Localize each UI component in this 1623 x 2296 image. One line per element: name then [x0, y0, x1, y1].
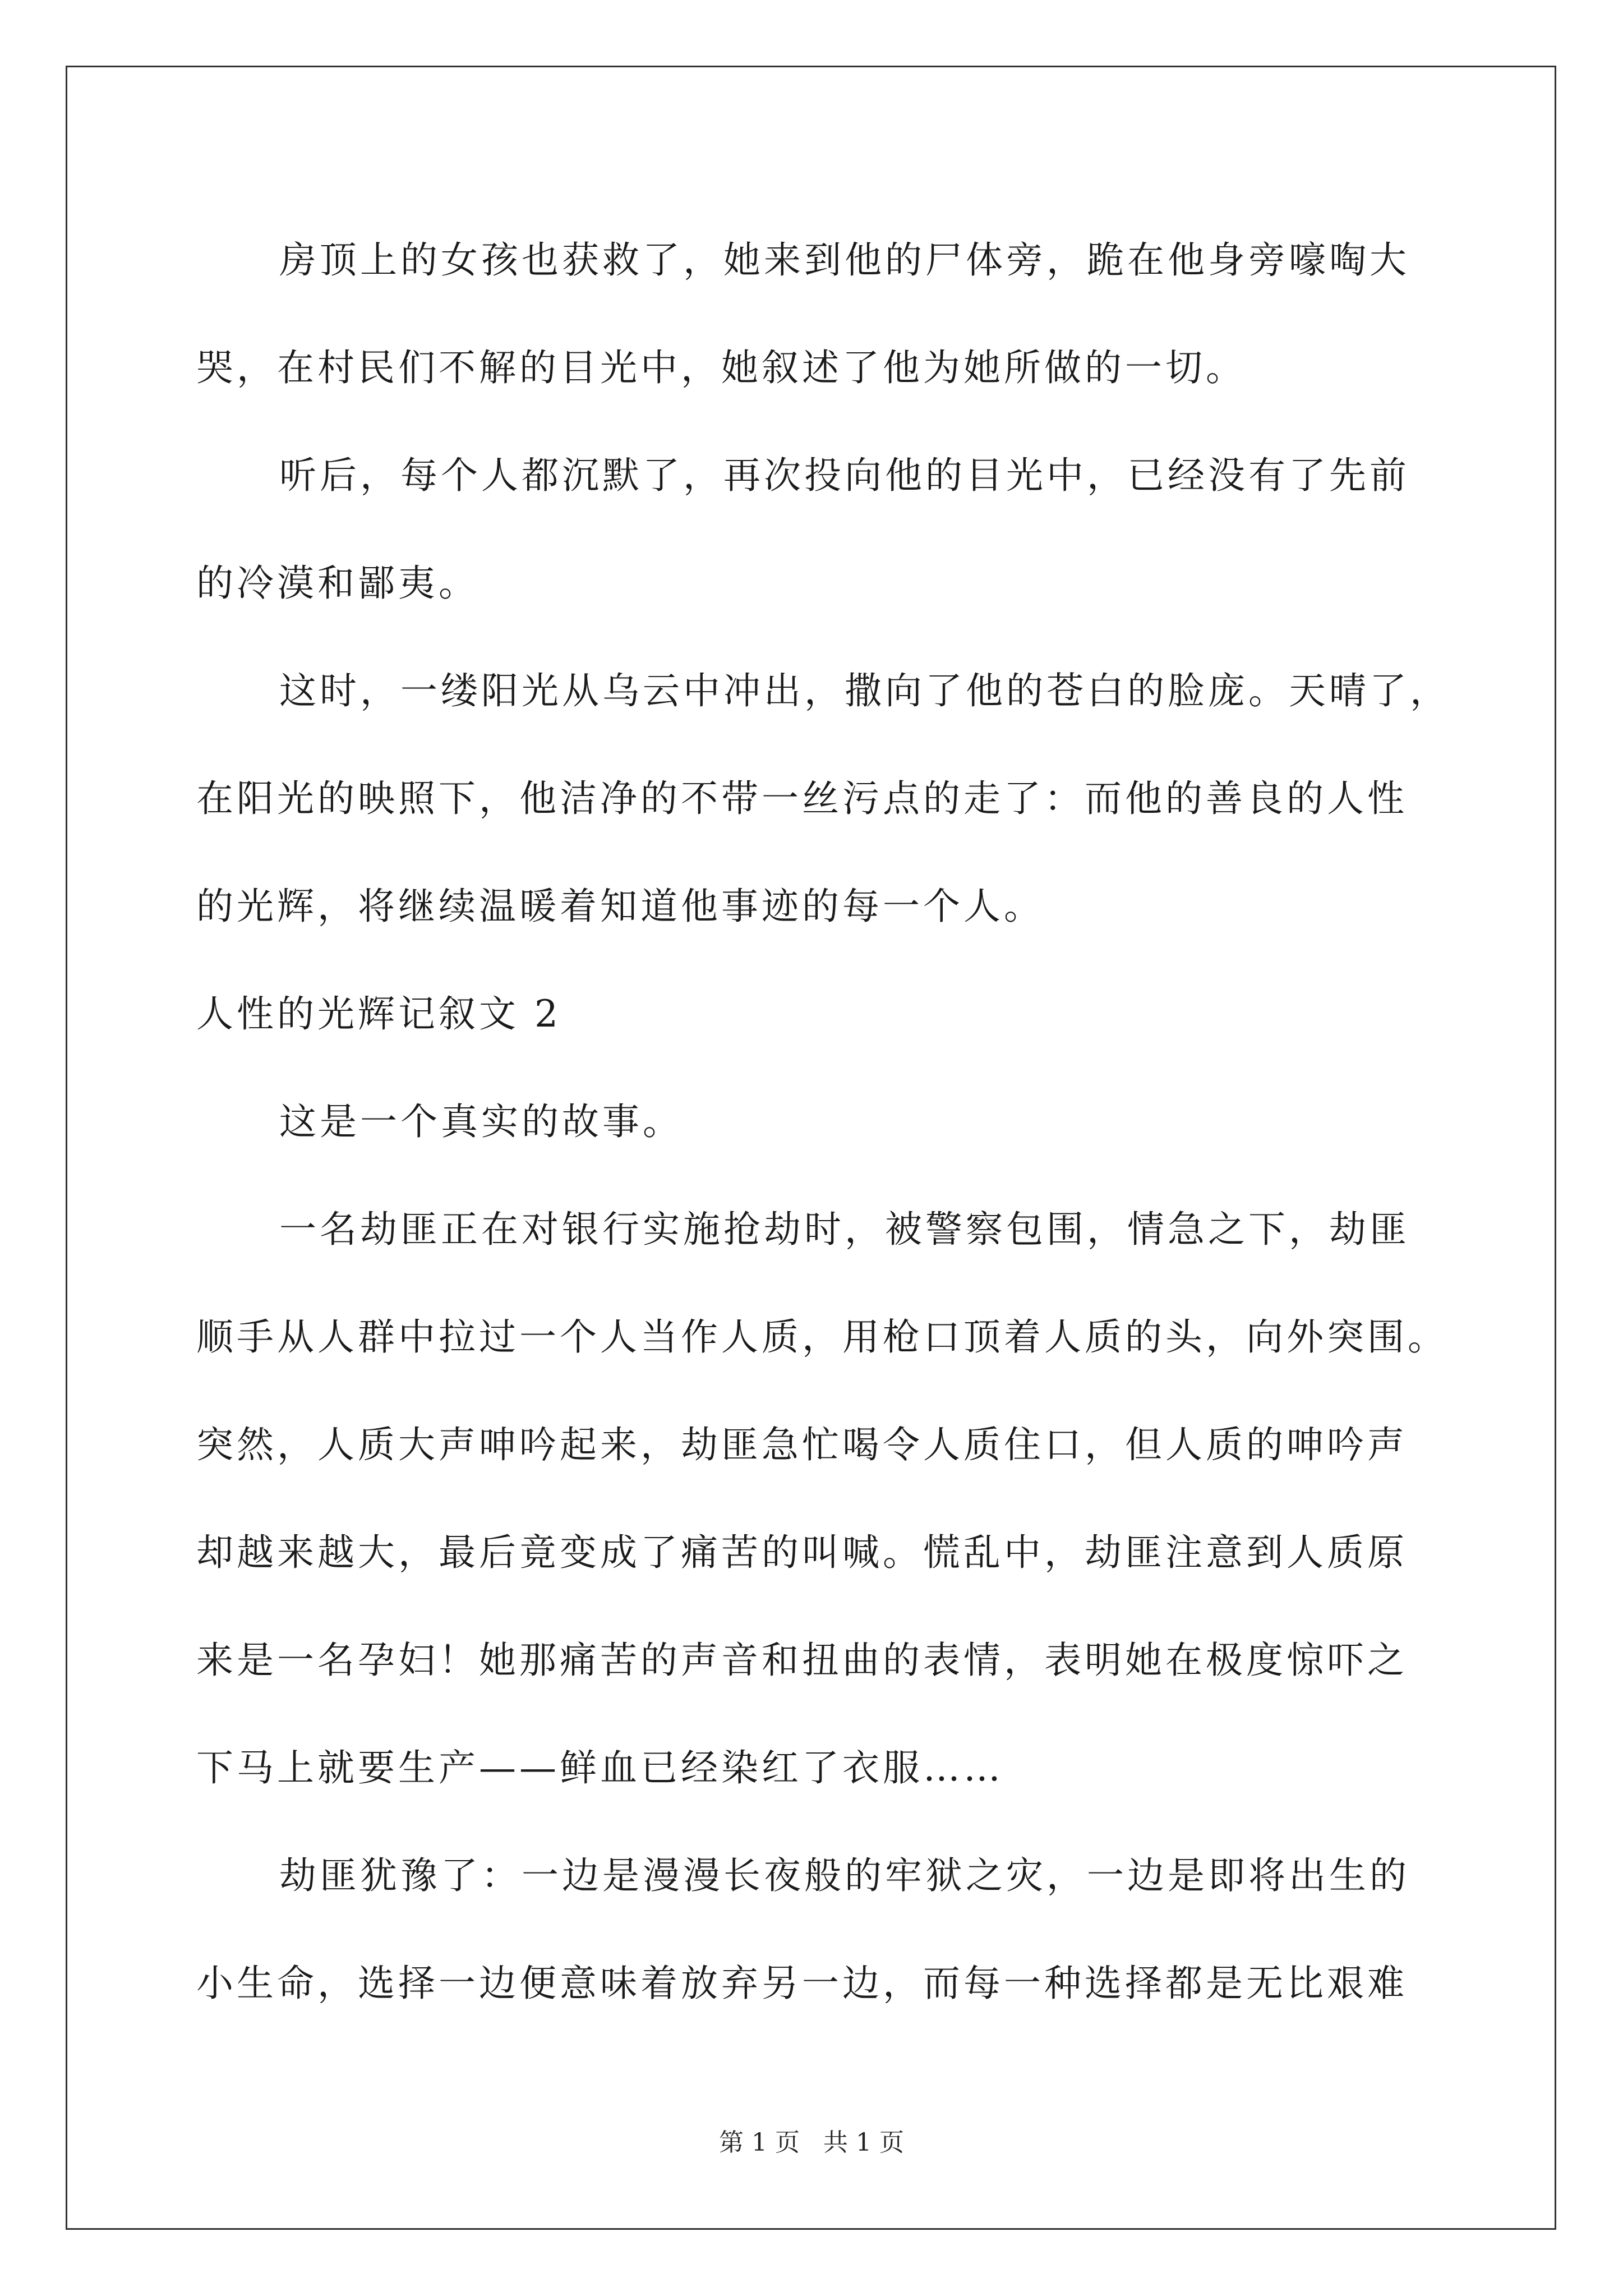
text-line: 在阳光的映照下，他洁净的不带一丝污点的走了：而他的善良的人性: [196, 777, 1408, 820]
text-line: 房顶上的女孩也获救了，她来到他的尸体旁，跪在他身旁嚎啕大: [279, 238, 1410, 282]
text-line: 小生命，选择一边便意味着放弃另一边，而每一种选择都是无比艰难: [196, 1962, 1408, 2005]
text-line: 顺手从人群中拉过一个人当作人质，用枪口顶着人质的头，向外突围。: [196, 1315, 1448, 1359]
text-line: 的冷漠和鄙夷。: [196, 562, 479, 605]
document-body: [196, 206, 1450, 2037]
text-line: 哭，在村民们不解的目光中，她叙述了他为她所做的一切。: [196, 346, 1246, 389]
section-heading: 人性的光辉记叙文 2: [196, 992, 561, 1036]
page-footer: [0, 2126, 1623, 2160]
text-line: 却越来越大，最后竟变成了痛苦的叫喊。慌乱中，劫匪注意到人质原: [196, 1531, 1408, 1574]
text-line: 劫匪犹豫了：一边是漫漫长夜般的牢狱之灾，一边是即将出生的: [279, 1854, 1410, 1897]
text-line: 的光辉，将继续温暖着知道他事迹的每一个人。: [196, 885, 1044, 928]
text-line: 这是一个真实的故事。: [279, 1100, 683, 1143]
text-line: 下马上就要生产——鲜血已经染红了衣服……: [196, 1746, 1004, 1789]
text-line: 听后，每个人都沉默了，再次投向他的目光中，已经没有了先前: [279, 454, 1410, 497]
text-line: 这时，一缕阳光从乌云中冲出，撒向了他的苍白的脸庞。天晴了，: [279, 669, 1450, 712]
page-number: 第 1 页 共 1 页: [719, 2128, 904, 2157]
text-line: 来是一名孕妇！她那痛苦的声音和扭曲的表情，表明她在极度惊吓之: [196, 1639, 1408, 1682]
text-line: 突然，人质大声呻吟起来，劫匪急忙喝令人质住口，但人质的呻吟声: [196, 1423, 1408, 1466]
text-line: 一名劫匪正在对银行实施抢劫时，被警察包围，情急之下，劫匪: [279, 1208, 1410, 1251]
